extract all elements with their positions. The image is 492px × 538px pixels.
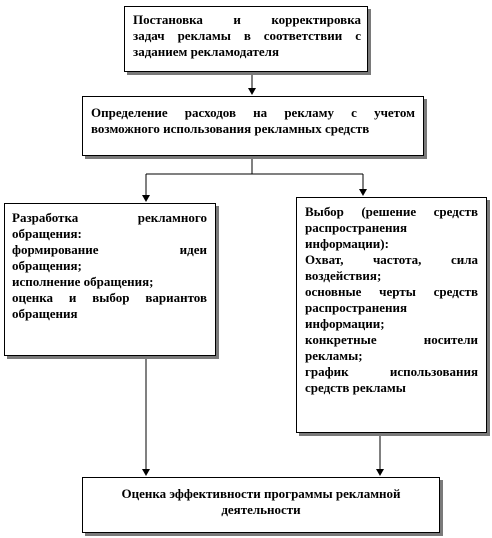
box-text-line: оценка и выбор вариантов bbox=[12, 290, 207, 305]
task-setting-box bbox=[124, 6, 368, 72]
box-text-line: информации; bbox=[305, 316, 385, 331]
message-development-box bbox=[4, 203, 216, 356]
box-text-line: исполнение обращения; bbox=[12, 274, 154, 289]
box-text-line: распространения bbox=[305, 300, 408, 315]
box-text-line: обращения; bbox=[12, 258, 82, 273]
box-text-line: возможного использования рекламных средств bbox=[91, 121, 370, 136]
box-text-line: конкретные носители bbox=[305, 332, 478, 347]
box-text-line: график использования bbox=[305, 364, 478, 379]
box-text-line: воздействия; bbox=[305, 268, 382, 283]
box-text-line: деятельности bbox=[221, 502, 301, 517]
media-selection-box bbox=[296, 197, 487, 433]
box-text-line: Выбор (решение средств bbox=[305, 204, 478, 219]
evaluation-box bbox=[82, 477, 440, 533]
box-text-line: информации): bbox=[305, 236, 389, 251]
box-text-line: Разработка рекламного bbox=[12, 210, 207, 225]
box-text-line: средств рекламы bbox=[305, 380, 406, 395]
box-text-line: Охват, частота, сила bbox=[305, 252, 478, 267]
box-text-line: распространения bbox=[305, 220, 408, 235]
box-text-line: задач рекламы в соответствии с bbox=[133, 28, 361, 43]
budget-box bbox=[82, 96, 424, 156]
box-text-line: основные черты средств bbox=[305, 284, 478, 299]
box-text-line: заданием рекламодателя bbox=[133, 44, 279, 59]
box-text-line: формирование идеи bbox=[12, 242, 207, 257]
box-text-line: Определение расходов на рекламу с учетом bbox=[91, 105, 415, 120]
box-text-line: Оценка эффективности программы рекламной bbox=[121, 486, 401, 501]
box-text-line: Постановка и корректировка bbox=[133, 12, 361, 27]
box-text-line: обращения: bbox=[12, 226, 82, 241]
box-text-line: рекламы; bbox=[305, 348, 363, 363]
box-text-line: обращения bbox=[12, 306, 78, 321]
